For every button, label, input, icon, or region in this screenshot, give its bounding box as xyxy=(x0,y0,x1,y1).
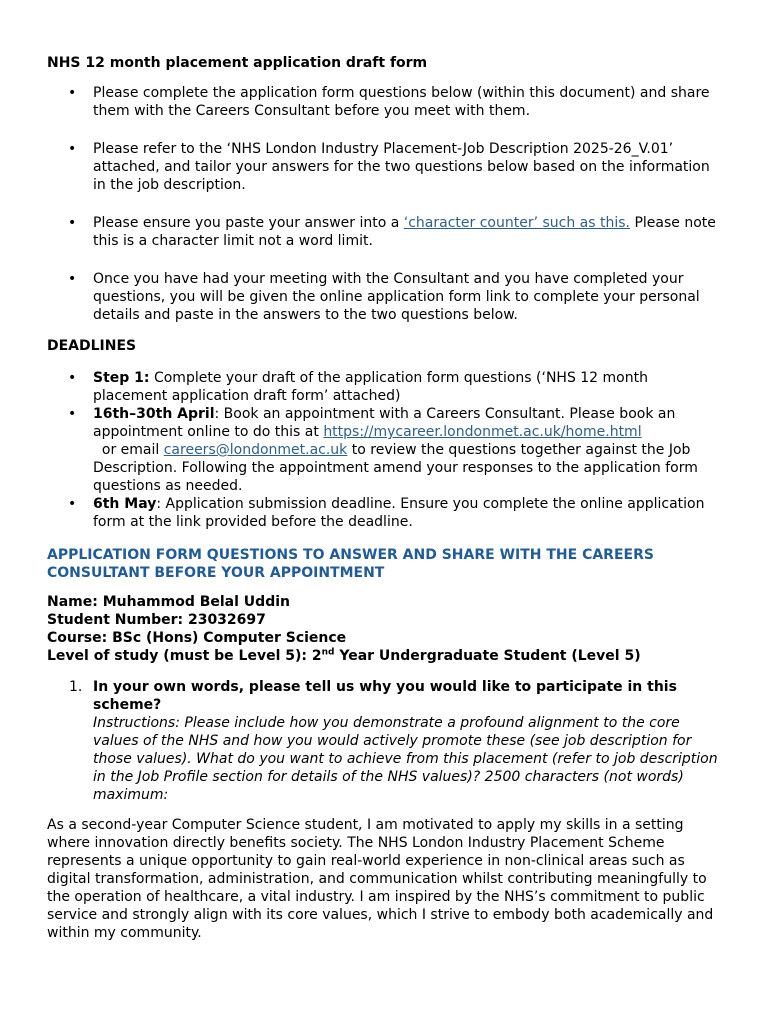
intro-bullet-1 xyxy=(68,84,723,120)
character-counter-link[interactable]: ‘character counter’ such as this. xyxy=(403,215,630,231)
bullet-icon: • xyxy=(68,85,77,101)
careers-email-link[interactable]: careers@londonmet.ac.uk xyxy=(163,442,348,458)
applicant-student-number: Student Number: 23032697 xyxy=(47,612,266,628)
deadline-april-after: to review the questions together against the Job Description. Following the appointment amend your responses to the application form questions as needed. xyxy=(93,442,698,494)
applicant-info xyxy=(47,593,641,665)
intro-bullet-3-text-before: Please ensure you paste your answer into a xyxy=(93,215,404,231)
deadline-item-may xyxy=(68,495,723,531)
intro-bullet-4-text: Once you have had your meeting with the Consultant and you have completed your questions, you will be given the online application form link to complete your personal details and paste in the answers to the two questions below. xyxy=(93,271,700,323)
deadline-item-april xyxy=(68,405,723,495)
deadline-may-text: : Application submission deadline. Ensure you complete the online application form at the link provided before the deadline. xyxy=(93,496,705,530)
applicant-name: Name: Muhammod Belal Uddin xyxy=(47,594,290,610)
intro-bullet-2-text: Please refer to the ‘NHS London Industry Placement-Job Description 2025-26_V.01’ attached, and tailor your answers for the two questions below based on the information in the job description. xyxy=(93,141,710,193)
bullet-icon: • xyxy=(68,496,77,512)
answer-1-text[interactable]: As a second-year Computer Science student, I am motivated to apply my skills in a setting where innovation directly benefits society. The NHS London Industry Placement Scheme represents a unique opportunity to gain real-world experience in non-clinical areas such as digital transformation, administration, and communication whilst contributing meaningfully to the operation of healthcare, a vital industry. I am inspired by the NHS’s commitment to public service and strongly align with its core values, which I strive to embody both academically and within my community. xyxy=(47,817,714,941)
deadline-item-step1 xyxy=(68,369,723,405)
level-suffix: Year Undergraduate Student (Level 5) xyxy=(334,648,641,664)
bullet-icon: • xyxy=(68,141,77,157)
level-prefix: Level of study (must be Level 5): 2 xyxy=(47,648,322,664)
question-1-instructions: Instructions: Please include how you demonstrate a profound alignment to the core values of the NHS and how you would actively promote these (see job description for those values). What do you want to achieve from this placement (refer to job description in the Job Profile section for details of the NHS values)? 2500 characters (not words) maximum: xyxy=(93,715,718,803)
questions-section-heading: APPLICATION FORM QUESTIONS TO ANSWER AND SHARE WITH THE CAREERS CONSULTANT BEFORE YOUR APPOINTMENT xyxy=(47,547,654,581)
deadline-april-label: 16th–30th April xyxy=(93,406,215,422)
bullet-icon: • xyxy=(68,406,77,422)
deadline-may-label: 6th May xyxy=(93,496,157,512)
deadline-april-text: : Book an appointment with a Careers Consultant. Please book an appointment online to do this at xyxy=(93,406,676,440)
deadline-step1-label: Step 1: xyxy=(93,370,150,386)
mycareer-link[interactable]: https://mycareer.londonmet.ac.uk/home.html xyxy=(323,424,642,440)
intro-bullet-3-text-after: Please note this is a character limit not a word limit. xyxy=(93,215,716,249)
question-1-number: 1. xyxy=(69,679,83,695)
applicant-course: Course: BSc (Hons) Computer Science xyxy=(47,630,347,646)
question-1 xyxy=(69,678,723,804)
bullet-icon: • xyxy=(68,215,77,231)
intro-bullet-4 xyxy=(68,270,723,324)
bullet-icon: • xyxy=(68,370,77,386)
question-1-title: In your own words, please tell us why you would like to participate in this scheme? xyxy=(93,679,677,713)
level-superscript: nd xyxy=(321,647,335,658)
document-title: NHS 12 month placement application draft form xyxy=(47,55,428,71)
intro-bullet-2 xyxy=(68,140,723,194)
deadlines-heading: DEADLINES xyxy=(47,338,137,354)
deadline-april-mid: or email xyxy=(93,442,164,458)
intro-bullet-3 xyxy=(68,214,723,250)
intro-bullet-1-text: Please complete the application form questions below (within this document) and share them with the Careers Consultant before you meet with them. xyxy=(93,85,710,119)
deadline-step1-text: Complete your draft of the application form questions (‘NHS 12 month placement application draft form’ attached) xyxy=(93,370,648,404)
bullet-icon: • xyxy=(68,271,77,287)
applicant-level xyxy=(47,647,641,665)
